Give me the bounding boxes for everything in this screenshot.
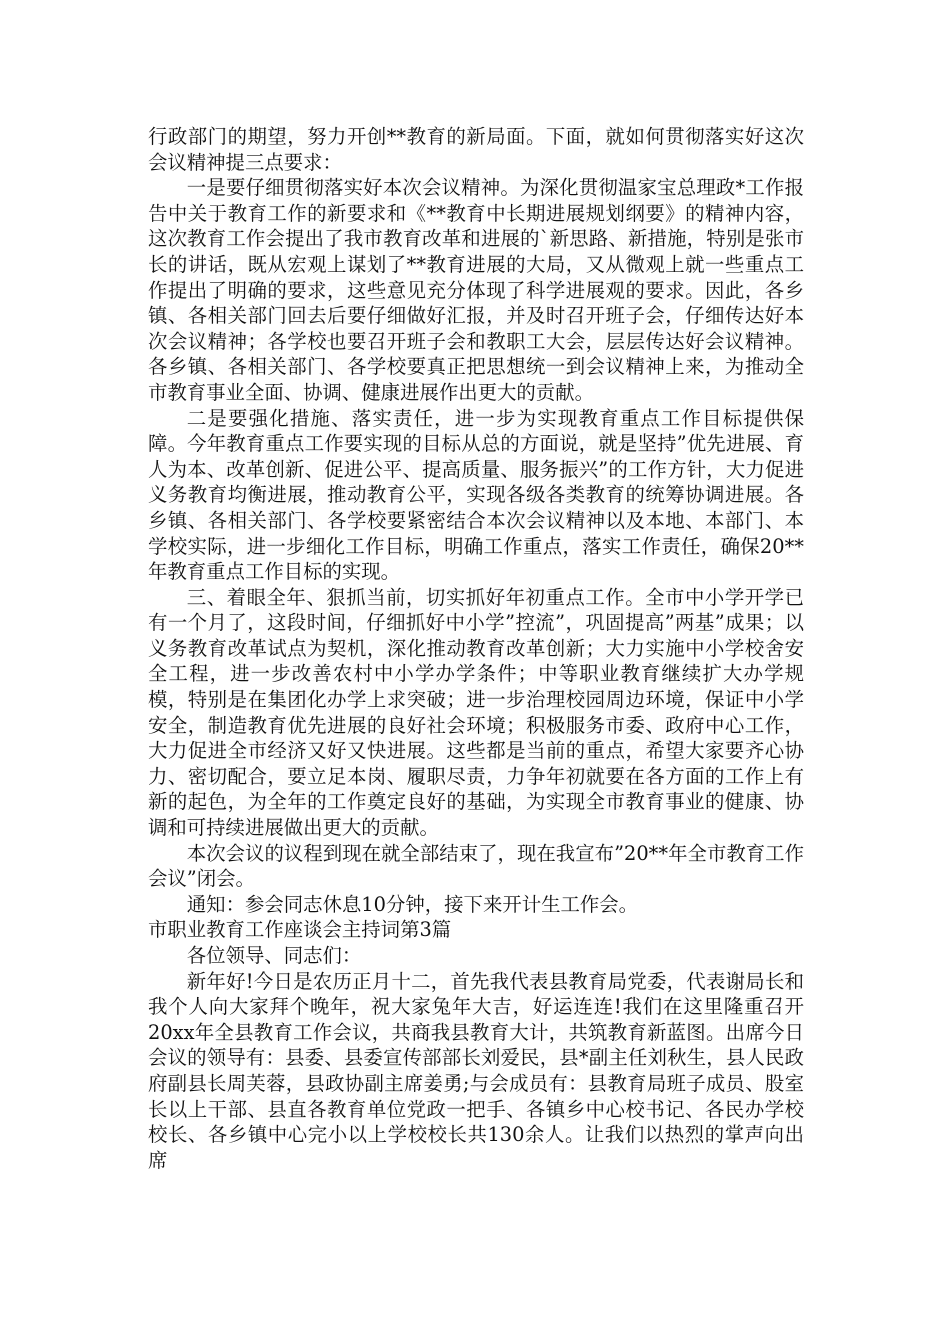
paragraph-notice: 通知：参会同志休息10分钟，接下来开计生工作会。 xyxy=(186,892,639,916)
paragraph-salutation: 各位领导、同志们： xyxy=(186,944,362,967)
paragraph-requirement-two: 二是要强化措施、落实责任，进一步为实现教育重点工作目标提供保障。今年教育重点工作要实现的目标从总的方面说，就是坚持”优先进展、育人为本、改革创新、促进公平、提高质量、服务振兴”的工作方针，大力促进义务教育均衡进展，推动教育公平，实现各级各类教育的统筹协调进展。各乡镇、各相关部门、各学校要紧密结合本次会议精神以及本地、本部门、本学校实际，进一步细化工作目标，明确工作重点，落实工作责任，确保20**年教育重点工作目标的实现。 xyxy=(148,406,804,584)
paragraph-requirement-one: 一是要仔细贯彻落实好本次会议精神。为深化贯彻温家宝总理政*工作报告中关于教育工作的新要求和《**教育中长期进展规划纲要》的精神内容，这次教育工作会提出了我市教育改革和进展的`新思路、新措施，特别是张市长的讲话，既从宏观上谋划了**教育进展的大局，又从微观上就一些重点工作提出了明确的要求，这些意见充分体现了科学进展观的要求。因此，各乡镇、各相关部门回去后要仔细做好汇报，并及时召开班子会，仔细传达好本次会议精神；各学校也要召开班子会和教职工大会，层层传达好会议精神。各乡镇、各相关部门、各学校要真正把思想统一到会议精神上来，为推动全市教育事业全面、协调、健康进展作出更大的贡献。 xyxy=(148,176,804,404)
paragraph-continuation: 行政部门的期望，努力开创**教育的新局面。下面，就如何贯彻落实好这次会议精神提三点要求： xyxy=(148,125,804,174)
document-body xyxy=(148,124,804,1173)
paragraph-requirement-three: 三、着眼全年、狠抓当前，切实抓好年初重点工作。全市中小学开学已有一个月了，这段时间，仔细抓好中小学”控流”，巩固提高”两基”成果；以义务教育改革试点为契机，深化推动教育改革创新；大力实施中小学校舍安全工程，进一步改善农村中小学办学条件；中等职业教育继续扩大办学规模，特别是在集团化办学上求突破；进一步治理校园周边环境，保证中小学安全，制造教育优先进展的良好社会环境；积极服务市委、政府中心工作，大力促进全市经济又好又快进展。这些都是当前的重点，希望大家要齐心协力、密切配合，要立足本岗、履职尽责，力争年初就要在各方面的工作上有新的起色，为全年的工作奠定良好的基础，为实现全市教育事业的健康、协调和可持续进展做出更大的贡献。 xyxy=(148,585,804,840)
paragraph-opening-remarks: 新年好!今日是农历正月十二，首先我代表县教育局党委，代表谢局长和我个人向大家拜个晚年，祝大家兔年大吉，好运连连!我们在这里隆重召开20xx年全县教育工作会议，共商我县教育大计，共筑教育新蓝图。出席今日会议的领导有：县委、县委宣传部部长刘爱民，县*副主任刘秋生，县人民政府副县长周芙蓉，县政协副主席姜勇;与会成员有：县教育局班子成员、股室长以上干部、县直各教育单位党政一把手、各镇乡中心校书记、各民办学校校长、各乡镇中心完小以上学校校长共130余人。让我们以热烈的掌声向出席 xyxy=(148,969,804,1172)
paragraph-closing: 本次会议的议程到现在就全部结束了，现在我宣布”20**年全市教育工作会议”闭会。 xyxy=(148,841,804,891)
section-heading: 市职业教育工作座谈会主持词第3篇 xyxy=(148,918,452,942)
